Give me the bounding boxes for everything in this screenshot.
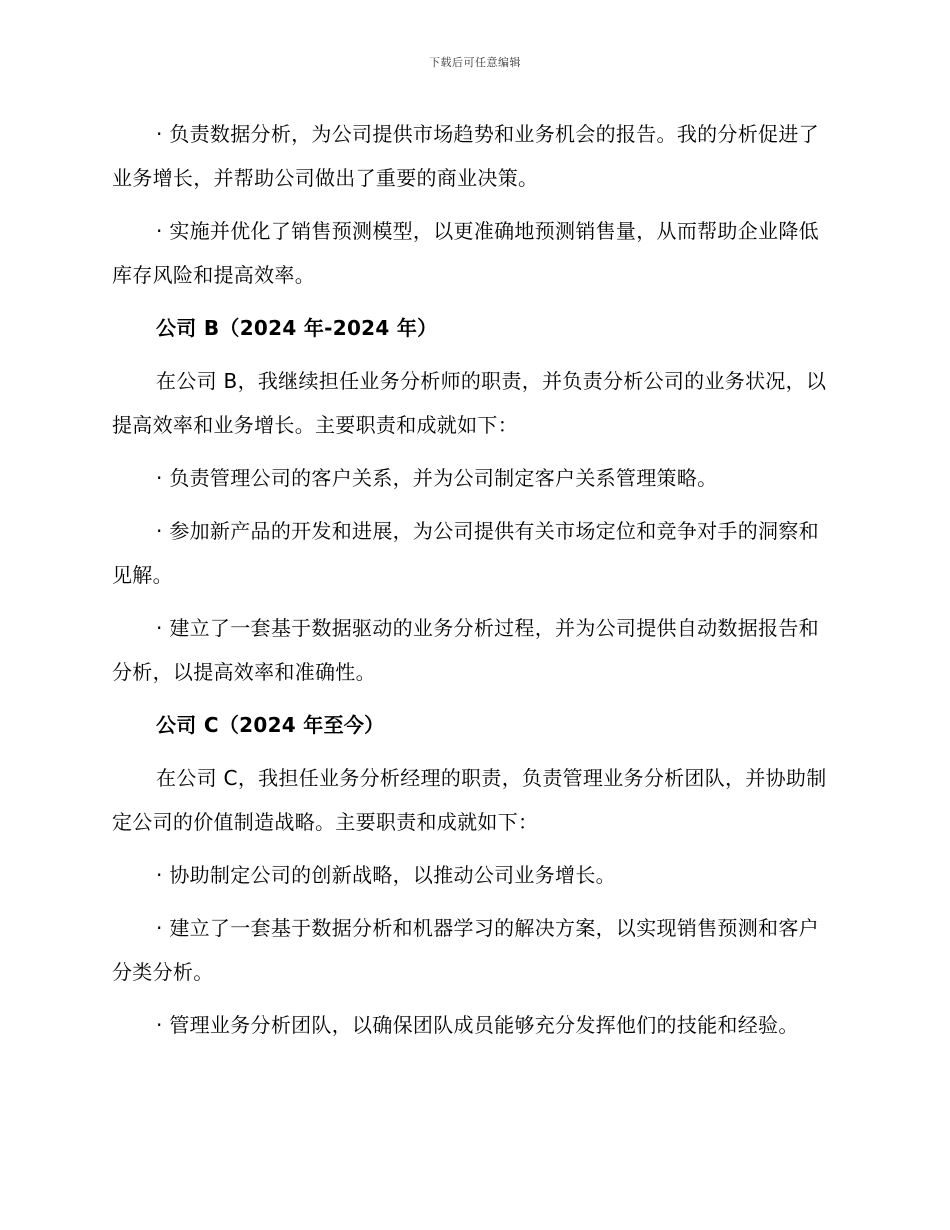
bullet-paragraph: · 参加新产品的开发和进展，为公司提供有关市场定位和竞争对手的洞察和见解。 xyxy=(112,519,819,587)
bullet-paragraph: · 建立了一套基于数据驱动的业务分析过程，并为公司提供自动数据报告和分析，以提高效率和准确性。 xyxy=(112,616,819,684)
bullet-paragraph: · 协助制定公司的创新战略，以推动公司业务增长。 xyxy=(156,863,616,887)
section-heading-company-c: 公司 C（2024 年至今） xyxy=(156,713,385,737)
section-heading-company-b: 公司 B（2024 年-2024 年） xyxy=(156,316,438,340)
bullet-paragraph: · 负责数据分析，为公司提供市场趋势和业务机会的报告。我的分析促进了业务增长，并帮助公司做出了重要的商业决策。 xyxy=(112,122,819,190)
header-note: 下载后可任意编辑 xyxy=(429,56,521,69)
bullet-paragraph: · 管理业务分析团队，以确保团队成员能够充分发挥他们的技能和经验。 xyxy=(156,1013,799,1037)
body-paragraph: 在公司 C，我担任业务分析经理的职责，负责管理业务分析团队，并协助制定公司的价值制造战略。主要职责和成就如下： xyxy=(112,766,827,834)
bullet-paragraph: · 负责管理公司的客户关系，并为公司制定客户关系管理策略。 xyxy=(156,466,718,490)
body-paragraph: 在公司 B，我继续担任业务分析师的职责，并负责分析公司的业务状况，以提高效率和业务增长。主要职责和成就如下： xyxy=(112,369,827,437)
bullet-paragraph: · 建立了一套基于数据分析和机器学习的解决方案，以实现销售预测和客户分类分析。 xyxy=(112,916,819,984)
bullet-paragraph: · 实施并优化了销售预测模型，以更准确地预测销售量，从而帮助企业降低库存风险和提高效率。 xyxy=(112,219,819,287)
document-body xyxy=(112,112,832,1047)
